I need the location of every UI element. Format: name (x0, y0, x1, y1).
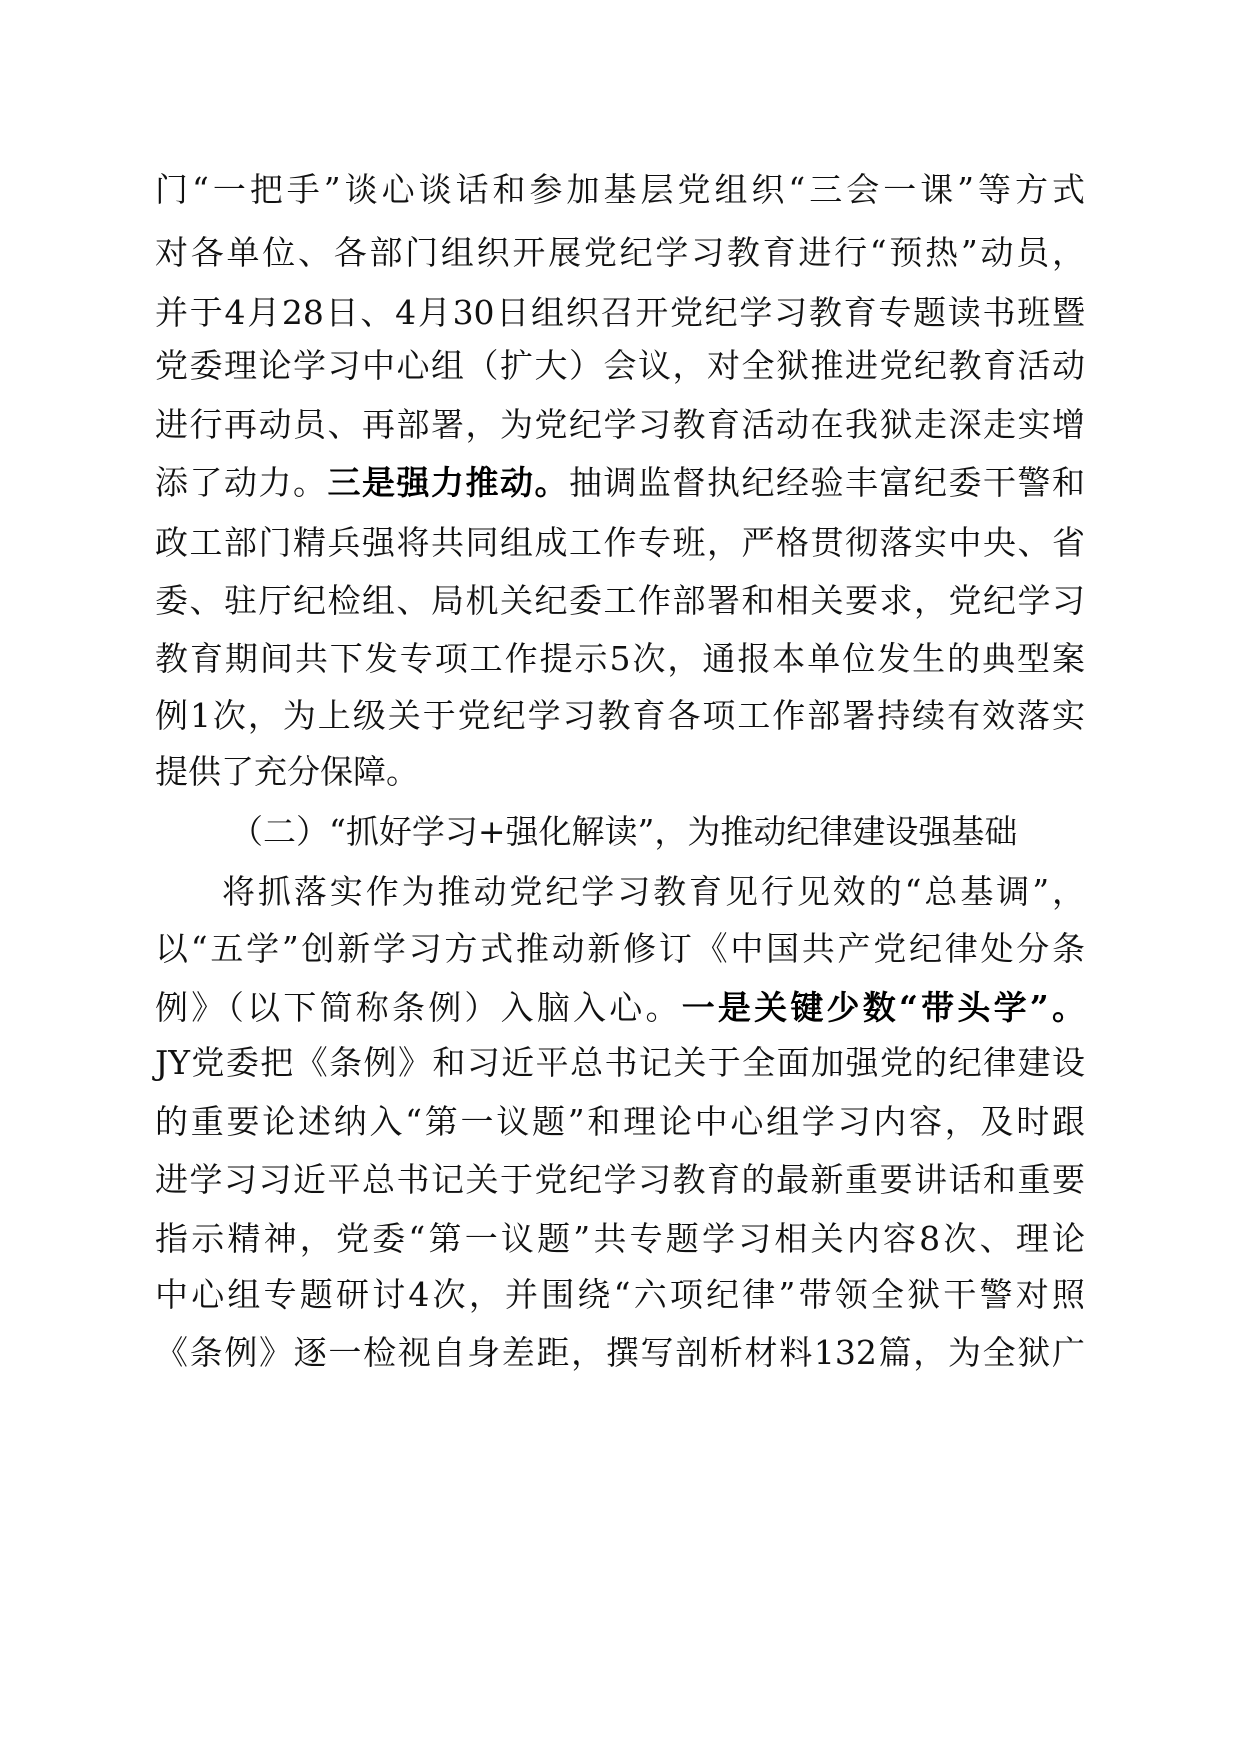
body2-line-5: 的重要论述纳入“第一议题”和理论中心组学习内容，及时跟 (155, 1102, 1085, 1141)
body-line-8: 委、驻厅纪检组、局机关纪委工作部署和相关要求，党纪学习 (155, 581, 1085, 620)
body-line-2: 对各单位、各部门组织开展党纪学习教育进行“预热”动员， (155, 233, 1085, 272)
body-line-6-pre: 添了动力。 (155, 463, 328, 502)
body-line-5: 进行再动员、再部署，为党纪学习教育活动在我狱走深走实增 (155, 405, 1085, 444)
body-line-10: 例1次，为上级关于党纪学习教育各项工作部署持续有效落实 (155, 696, 1085, 735)
body-line-6-post: 抽调监督执纪经验丰富纪委干警和 (569, 463, 1085, 502)
body-line-6 (155, 451, 1085, 515)
body2-line-8: 中心组专题研讨4次，并围绕“六项纪律”带领全狱干警对照 (155, 1275, 1085, 1314)
body2-line-3-pre: 例》（以下简称条例）入脑入心。 (155, 988, 682, 1027)
body2-line-9: 《条例》逐一检视自身差距，撰写剖析材料132篇，为全狱广 (155, 1333, 1085, 1372)
emphasis-daitou-xue: 一是关键少数“带头学”。 (681, 988, 1086, 1027)
body2-line-2: 以“五学”创新学习方式推动新修订《中国共产党纪律处分条 (155, 929, 1085, 968)
section-heading: （二）“抓好学习+强化解读”，为推动纪律建设强基础 (230, 812, 1018, 851)
body-line-11: 提供了充分保障。 (155, 752, 419, 791)
body-line-4: 党委理论学习中心组（扩大）会议，对全狱推进党纪教育活动 (155, 346, 1085, 385)
body-line-1: 门“一把手”谈心谈话和参加基层党组织“三会一课”等方式 (155, 170, 1085, 209)
body2-line-7: 指示精神，党委“第一议题”共专题学习相关内容8次、理论 (155, 1219, 1085, 1258)
body2-line-1: 将抓落实作为推动党纪学习教育见行见效的“总基调”， (222, 872, 1085, 911)
emphasis-qiangli-tuidong: 三是强力推动。 (327, 463, 569, 502)
body-line-3: 并于4月28日、4月30日组织召开党纪学习教育专题读书班暨 (155, 293, 1085, 332)
body2-line-4: JY党委把《条例》和习近平总书记关于全面加强党的纪律建设 (155, 1043, 1085, 1082)
body-line-9: 教育期间共下发专项工作提示5次，通报本单位发生的典型案 (155, 639, 1085, 678)
body2-line-6: 进学习习近平总书记关于党纪学习教育的最新重要讲话和重要 (155, 1160, 1085, 1199)
body-line-7: 政工部门精兵强将共同组成工作专班，严格贯彻落实中央、省 (155, 523, 1085, 562)
